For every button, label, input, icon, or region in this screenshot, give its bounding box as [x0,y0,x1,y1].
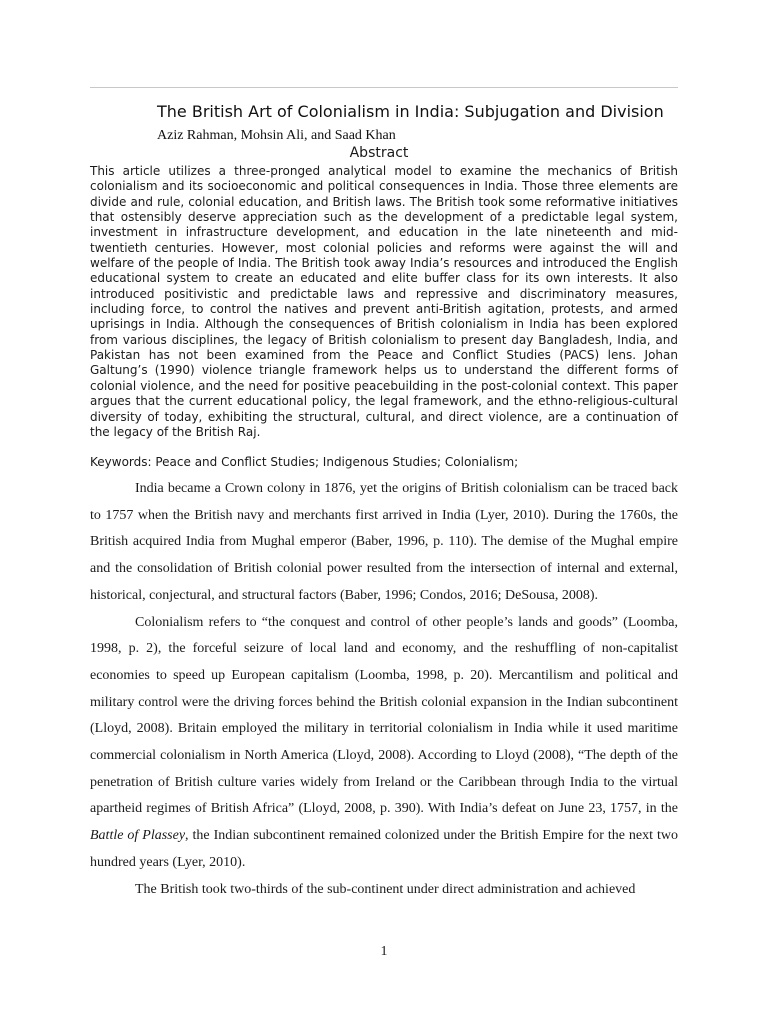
header-rule [90,87,678,88]
battle-name: Battle of Plassey [90,828,186,844]
author-list: Aziz Rahman, Mohsin Ali, and Saad Khan [157,128,396,143]
abstract-heading: Abstract [349,145,409,161]
keywords: Keywords: Peace and Conflict Studies; Indigenous Studies; Colonialism; [90,455,519,469]
page-number: 1 [380,944,388,959]
body-text [90,476,678,903]
paragraph-2-text-b: , the Indian subcontinent remained colonized under the British Empire for the next two hundred years (Lyer, 2010). [90,828,678,870]
paragraph-1: India became a Crown colony in 1876, yet the origins of British colonialism can be traced back to 1757 when the British navy and merchants first arrived in India (Lyer, 2010). During the 1760s, the British acquired India from Mughal emperor (Baber, 1996, p. 110). The demise of the Mughal empire and the consolidation of British colonial power resulted from the intersection of internal and external, historical, conjectural, and structural factors (Baber, 1996; Condos, 2016; DeSousa, 2008). [90,481,678,603]
abstract-text: This article utilizes a three-pronged analytical model to examine the mechanics of British colonialism and its socioeconomic and political consequences in India. Those three elements are divide and rule, colonial education, and British laws. The British took some reformative initiatives that ostensibly deserve appreciation such as the development of a predictable legal system, investment in infrastructure development, and education in the late nineteenth and mid-twentieth centuries. However, most colonial policies and reforms were against the will and welfare of the people of India. The British took away India’s resources and introduced the English educational system to create an educated and elite buffer class for its own interests. It also introduced positivistic and predictable laws and repressive and discriminatory measures, including force, to control the natives and prevent anti-British agitation, protests, and armed uprisings in India. Although the consequences of British colonialism in India has been explored from various disciplines, the legacy of British colonialism to present day Bangladesh, India, and Pakistan has not been examined from the Peace and Conflict Studies (PACS) lens. Johan Galtung’s (1990) violence triangle framework helps us to understand the different forms of colonial violence, and the need for positive peacebuilding in the post-colonial context. This paper argues that the current educational policy, the legal framework, and the ethno-religious-cultural diversity of today, exhibiting the structural, cultural, and direct violence, are a continuation of the legacy of the British Raj. [90,164,678,439]
paper-title [157,101,677,147]
paragraph-2-text-a: Colonialism refers to “the conquest and control of other people’s lands and goods” (Loomba, 1998, p. 2), the forceful seizure of local land and economy, and the reshuffling of non-capitalist economies to speed up European capitalism (Loomba, 1998, p. 20). Mercantilism and political and military control were the driving forces behind the British colonial expansion in the Indian subcontinent (Lloyd, 2008). Britain employed the military in territorial colonialism in India while it used maritime commercial colonialism in North America (Lloyd, 2008). According to Lloyd (2008), “The depth of the penetration of British culture varies widely from Ireland or the Caribbean through India to the virtual apartheid regimes of British Africa” (Lloyd, 2008, p. 390). With India’s defeat on June 23, 1757, in the [90,614,678,817]
title-text: The British Art of Colonialism in India: Subjugation and Division [157,102,664,121]
paragraph-3: The British took two-thirds of the sub-continent under direct administration and achieved [135,881,636,897]
paragraph-2 [90,610,678,877]
